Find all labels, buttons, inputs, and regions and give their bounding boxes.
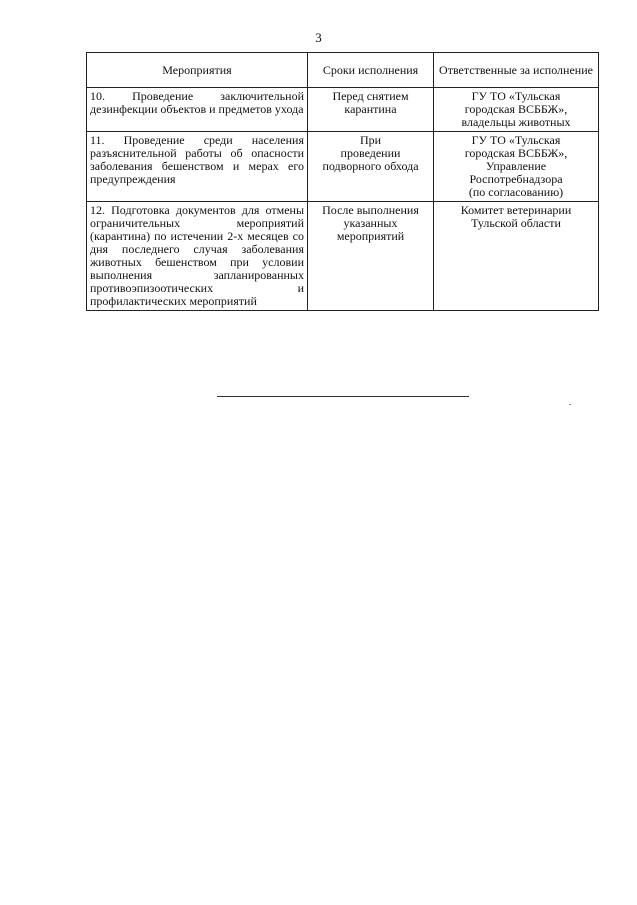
activity-cell: 12. Подготовка документов для отмены ограничительных мероприятий (карантина) по истечении 2-х месяцев со дня последнего случая заболевания животных бешенством при условии выполнения запланированных противоэпизоотических и профилактических мероприятий	[87, 202, 308, 311]
responsible-line: Тульской области	[471, 216, 561, 230]
deadline-line: проведении	[340, 146, 401, 160]
activity-cell: 10. Проведение заключительной дезинфекции объектов и предметов ухода	[87, 88, 308, 132]
end-separator-line	[217, 396, 469, 397]
header-responsible: Ответственные за исполнение	[434, 53, 599, 88]
deadline-cell	[308, 202, 434, 311]
deadline-line: При	[359, 133, 382, 147]
table-row	[87, 132, 599, 202]
page-number: 3	[315, 30, 322, 45]
deadline-line: После выполнения	[322, 203, 419, 217]
responsible-line: (по согласованию)	[468, 185, 564, 199]
responsible-line: Роспотребнадзора	[469, 172, 563, 186]
deadline-line: указанных	[343, 216, 398, 230]
responsible-line: Комитет ветеринарии	[460, 203, 572, 217]
deadline-line: мероприятий	[336, 229, 405, 243]
responsible-line: Управление	[485, 159, 547, 173]
responsible-line: городская ВСББЖ»,	[464, 146, 568, 160]
deadline-cell	[308, 132, 434, 202]
table-header-row	[87, 53, 599, 88]
activities-table	[86, 52, 599, 311]
activity-cell: 11. Проведение среди населения разъяснительной работы об опасности заболевания бешенством и мерах его предупреждения	[87, 132, 308, 202]
scan-speck	[569, 404, 571, 405]
deadline-line: подворного обхода	[322, 159, 419, 173]
deadline-line: Перед снятием	[332, 89, 409, 103]
header-activities: Мероприятия	[87, 53, 308, 88]
responsible-line: владельцы животных	[461, 115, 571, 129]
responsible-cell	[434, 202, 599, 311]
responsible-line: ГУ ТО «Тульская	[471, 133, 561, 147]
responsible-cell	[434, 132, 599, 202]
responsible-line: городская ВСББЖ»,	[464, 102, 568, 116]
table-row	[87, 88, 599, 132]
responsible-cell	[434, 88, 599, 132]
deadline-cell	[308, 88, 434, 132]
table-row	[87, 202, 599, 311]
responsible-line: ГУ ТО «Тульская	[471, 89, 561, 103]
deadline-line: карантина	[344, 102, 397, 116]
header-deadlines: Сроки исполнения	[308, 53, 434, 88]
